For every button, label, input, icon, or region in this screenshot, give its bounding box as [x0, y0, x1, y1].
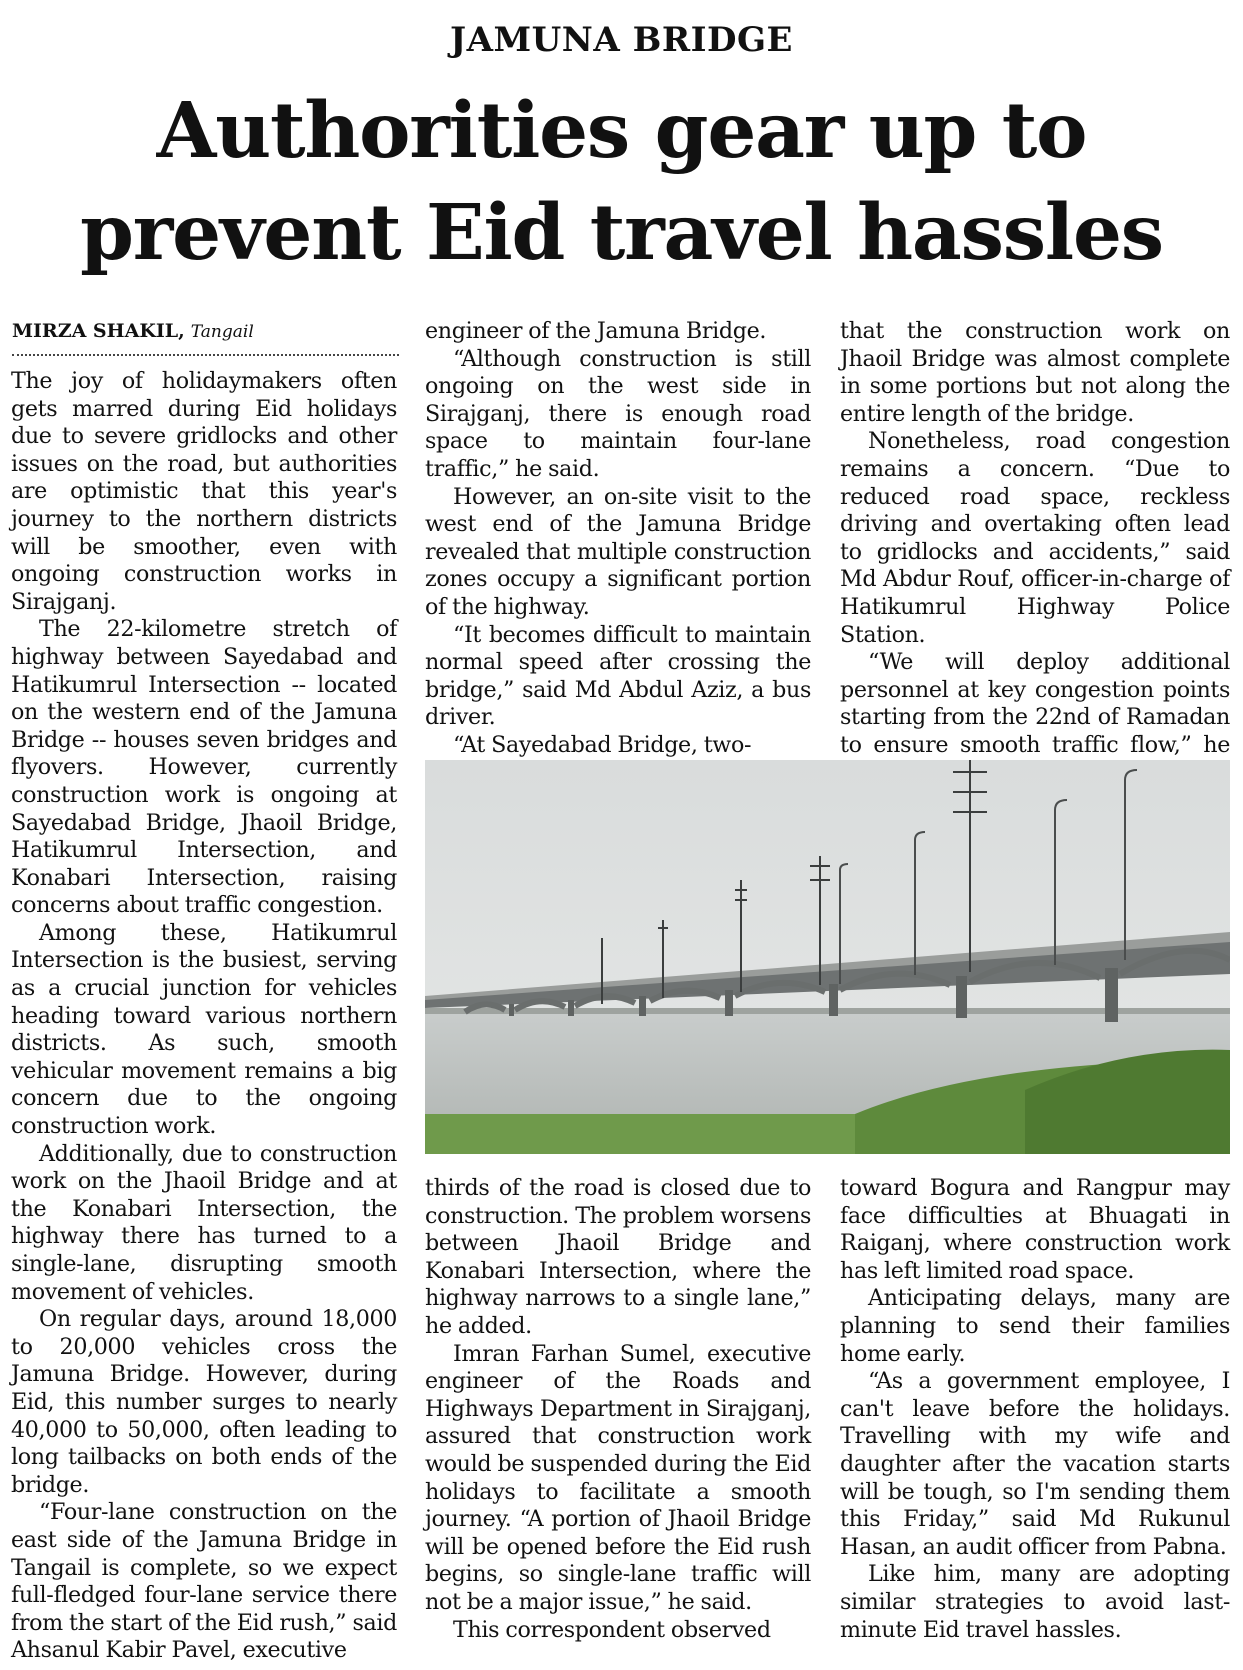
- paragraph: Anticipating delays, many are planning to send their families home early.: [840, 1285, 1230, 1367]
- paragraph: Like him, many are adopting similar strategies to avoid last-minute Eid travel hassles.: [840, 1561, 1230, 1643]
- paragraph: Imran Farhan Sumel, executive engineer of the Roads and Highways Department in Sirajganj, assured that construction work would be suspended during the Eid holidays to facilitate a smooth journey. “A portion of Jhaoil Bridge will be opened before the Eid rush begins, so single-lane traffic will not be a major issue,” he said.: [425, 1340, 811, 1615]
- paragraph: Additionally, due to construction work on the Jhaoil Bridge and at the Konabari Intersection, the highway there has turned to a single-lane, disrupting smooth movement of vehicles.: [11, 1140, 397, 1305]
- article-column-2-top: [425, 318, 811, 760]
- paragraph: On regular days, around 18,000 to 20,000 vehicles cross the Jamuna Bridge. However, during Eid, this number surges to nearly 40,000 to 50,000, often leading to long tailbacks on both ends of the bridge.: [11, 1306, 397, 1498]
- bridge-photo: [425, 760, 1230, 1154]
- paragraph: “At Sayedabad Bridge, two-: [453, 731, 752, 758]
- paragraph: The 22-kilometre stretch of highway between Sayedabad and Hatikumrul Intersection -- located on the western end of the Jamuna Bridge -- houses seven bridges and flyovers. However, currently construction work is ongoing at Sayedabad Bridge, Jhaoil Bridge, Hatikumrul Intersection, and Konabari Intersection, raising concerns about traffic congestion.: [11, 616, 397, 919]
- article-column-1: [11, 368, 397, 1665]
- paragraph: “As a government employee, I can't leave before the holidays. Travelling with my wife and daughter after the vacation starts will be tough, so I'm sending them this Friday,” said Md Rukunul Hasan, an audit officer from Pabna.: [840, 1368, 1230, 1560]
- paragraph: Nonetheless, road congestion remains a concern. “Due to reduced road space, reckless driving and overtaking often lead to gridlocks and accidents,” said Md Abdur Rouf, officer-in-charge of Hatikumrul Highway Police Station.: [840, 428, 1230, 648]
- byline-author: MIRZA SHAKIL,: [12, 320, 185, 342]
- section-kicker: JAMUNA BRIDGE: [450, 20, 793, 60]
- paragraph: Among these, Hatikumrul Intersection is the busiest, serving as a crucial junction for vehicles heading toward various northern districts. As such, smooth vehicular movement remains a big concern due to the ongoing construction work.: [11, 919, 397, 1140]
- article-column-3-top: [840, 318, 1230, 787]
- paragraph: “Although construction is still ongoing on the west side in Sirajganj, there is enough road space to maintain four-lane traffic,” he said.: [425, 345, 811, 482]
- paragraph: The joy of holidaymakers often gets marred during Eid holidays due to severe gridlocks and other issues on the road, but authorities are optimistic that this year's journey to the northern districts will be smoother, even with ongoing construction works in Sirajganj.: [11, 368, 397, 615]
- headline: Authorities gear up to prevent Eid travel hassles: [80, 86, 1163, 278]
- paragraph: toward Bogura and Rangpur may face difficulties at Bhuagati in Raiganj, where construction work has left limited road space.: [840, 1175, 1230, 1284]
- paragraph: “Four-lane construction on the east side of the Jamuna Bridge in Tangail is complete, so we expect full-fledged four-lane service there from the start of the Eid rush,” said Ahsanul Kabir Pavel, executive: [11, 1499, 397, 1664]
- byline: [12, 320, 399, 356]
- bridge-photo-icon: [425, 760, 1230, 1154]
- paragraph: thirds of the road is closed due to construction. The problem worsens between Jhaoil Bridge and Konabari Intersection, where the highway narrows to a single lane,” he added.: [425, 1175, 811, 1339]
- paragraph: This correspondent observed: [453, 1616, 771, 1643]
- byline-location: Tangail: [190, 322, 254, 342]
- paragraph: “It becomes difficult to maintain normal speed after crossing the bridge,” said Md Abdul Aziz, a bus driver.: [425, 621, 811, 731]
- article-column-3-bottom: [840, 1175, 1230, 1644]
- article-column-2-bottom: [425, 1175, 811, 1644]
- paragraph: However, an on-site visit to the west end of the Jamuna Bridge revealed that multiple construction zones occupy a significant portion of the highway.: [425, 483, 811, 620]
- paragraph: that the construction work on Jhaoil Bridge was almost complete in some portions but not along the entire length of the bridge.: [840, 318, 1230, 427]
- paragraph: engineer of the Jamuna Bridge.: [425, 318, 767, 344]
- paragraph: “We will deploy additional personnel at key congestion points starting from the 22nd of Ramadan to ensure smooth traffic flow,” he: [840, 649, 1230, 758]
